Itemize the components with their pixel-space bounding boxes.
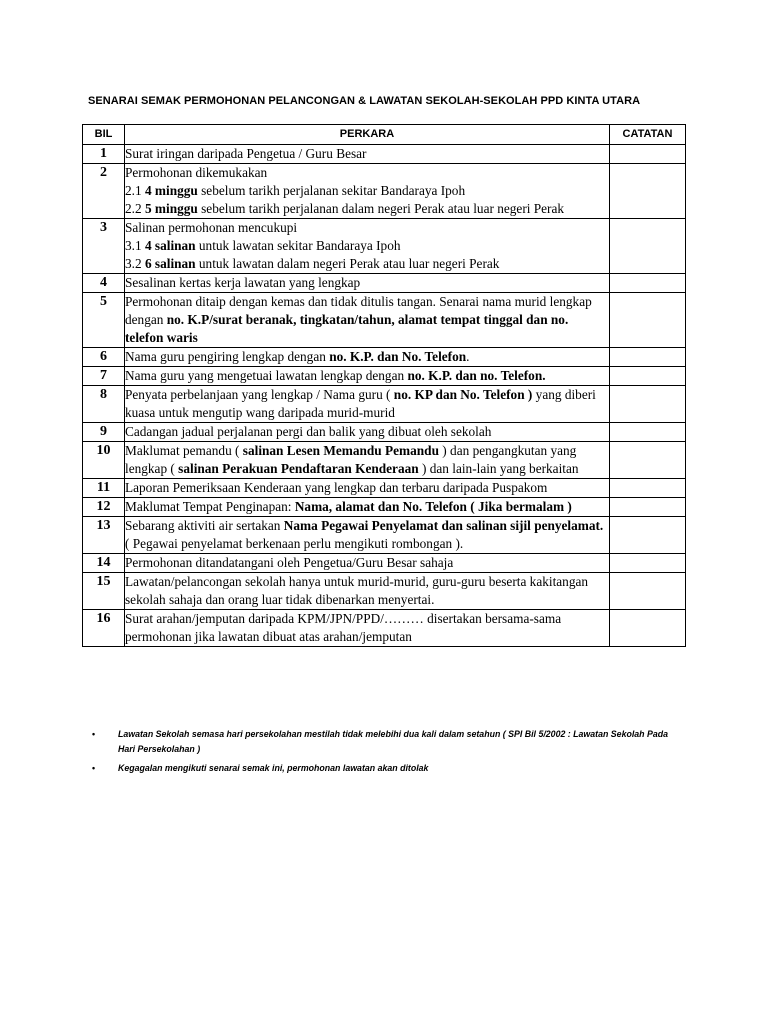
item-line <box>125 164 609 182</box>
table-row <box>83 573 686 610</box>
row-number: 6 <box>83 348 125 367</box>
checklist-table <box>82 124 686 647</box>
table-row <box>83 145 686 164</box>
item-line <box>125 442 609 478</box>
document-title: SENARAI SEMAK PERMOHONAN PELANCONGAN & LAWATAN SEKOLAH-SEKOLAH PPD KINTA UTARA <box>88 95 641 107</box>
item-line <box>125 237 609 255</box>
item-line <box>125 293 609 347</box>
item-line <box>125 610 609 646</box>
row-catatan <box>610 573 686 610</box>
item-line <box>125 386 609 422</box>
table-row <box>83 554 686 573</box>
item-text: untuk lawatan dalam negeri Perak atau luar negeri Perak <box>195 256 500 271</box>
row-number: 7 <box>83 367 125 386</box>
item-line <box>125 517 609 553</box>
item-text: ) dan pengangkutan yang lengkap ( <box>125 443 577 476</box>
item-text-bold: salinan Perakuan Pendaftaran Kenderaan <box>178 461 419 476</box>
item-text: Surat arahan/jemputan daripada KPM/JPN/PPD/……… disertakan bersama-sama permohonan jika lawatan dibuat atas arahan/jemputan <box>125 611 562 644</box>
row-catatan <box>610 164 686 219</box>
notes-list <box>92 727 682 780</box>
row-item <box>125 274 610 293</box>
item-text-bold: Nama, alamat dan No. Telefon ( Jika bermalam ) <box>294 499 572 514</box>
row-catatan <box>610 610 686 647</box>
row-item <box>125 423 610 442</box>
table-row <box>83 423 686 442</box>
item-line <box>125 554 609 572</box>
header-perkara: PERKARA <box>125 125 610 145</box>
item-text: sebelum tarikh perjalanan sekitar Bandaraya Ipoh <box>197 183 466 198</box>
item-text: Laporan Pemeriksaan Kenderaan yang lengkap dan terbaru daripada Puspakom <box>125 480 548 495</box>
row-item <box>125 367 610 386</box>
table-row <box>83 610 686 647</box>
item-text: Sesalinan kertas kerja lawatan yang lengkap <box>125 275 361 290</box>
row-number: 2 <box>83 164 125 219</box>
row-number: 13 <box>83 517 125 554</box>
row-catatan <box>610 348 686 367</box>
item-text-bold: no. K.P. dan No. Telefon <box>329 349 467 364</box>
item-text: Sebarang aktiviti air sertakan <box>125 518 284 533</box>
table-header-row <box>83 125 686 145</box>
row-catatan <box>610 293 686 348</box>
row-number: 11 <box>83 479 125 498</box>
row-number: 8 <box>83 386 125 423</box>
row-number: 3 <box>83 219 125 274</box>
item-text-bold: 4 salinan <box>144 238 196 253</box>
item-text: untuk lawatan sekitar Bandaraya Ipoh <box>195 238 401 253</box>
table-row <box>83 274 686 293</box>
table-row <box>83 293 686 348</box>
table-row <box>83 517 686 554</box>
item-text: Cadangan jadual perjalanan pergi dan balik yang dibuat oleh sekolah <box>125 424 492 439</box>
row-number: 15 <box>83 573 125 610</box>
item-text: Maklumat pemandu ( <box>125 443 243 458</box>
row-catatan <box>610 498 686 517</box>
item-text: Salinan permohonan mencukupi <box>125 220 298 235</box>
item-text: Nama guru pengiring lengkap dengan <box>125 349 330 364</box>
row-item <box>125 219 610 274</box>
item-line <box>125 274 609 292</box>
row-item <box>125 164 610 219</box>
item-line <box>125 255 609 273</box>
table-row <box>83 367 686 386</box>
item-text-bold: 6 salinan <box>144 256 196 271</box>
table-row <box>83 386 686 423</box>
item-text: 3.2 <box>125 256 145 271</box>
table-row <box>83 219 686 274</box>
item-text-bold: salinan Lesen Memandu Pemandu <box>242 443 439 458</box>
row-catatan <box>610 145 686 164</box>
header-catatan: CATATAN <box>610 125 686 145</box>
row-catatan <box>610 423 686 442</box>
row-item <box>125 386 610 423</box>
note-item <box>92 761 682 776</box>
row-item <box>125 145 610 164</box>
item-line <box>125 182 609 200</box>
item-text: Permohonan ditaip dengan kemas dan tidak ditulis tangan. Senarai nama murid lengkap dengan <box>125 294 592 327</box>
row-item <box>125 554 610 573</box>
note-text: Lawatan Sekolah semasa hari persekolahan mestilah tidak melebihi dua kali dalam setahun ( SPI Bil 5/2002 : Lawatan Sekolah Pada Hari Persekolahan ) <box>118 729 669 754</box>
row-number: 4 <box>83 274 125 293</box>
item-text: Surat iringan daripada Pengetua / Guru Besar <box>125 146 367 161</box>
row-catatan <box>610 442 686 479</box>
row-catatan <box>610 274 686 293</box>
table-row <box>83 348 686 367</box>
item-line <box>125 219 609 237</box>
note-item <box>92 727 682 757</box>
table-row <box>83 479 686 498</box>
item-text: Maklumat Tempat Penginapan: <box>125 499 295 514</box>
row-number: 5 <box>83 293 125 348</box>
bullet-icon: • <box>92 729 96 739</box>
row-number: 9 <box>83 423 125 442</box>
row-number: 10 <box>83 442 125 479</box>
item-line <box>125 423 609 441</box>
item-text-bold: Nama Pegawai Penyelamat dan salinan sijil penyelamat. <box>283 518 604 533</box>
item-text: 2.2 <box>125 201 145 216</box>
row-item <box>125 610 610 647</box>
row-catatan <box>610 554 686 573</box>
row-catatan <box>610 219 686 274</box>
item-text-bold: 5 minggu <box>144 201 198 216</box>
bullet-icon: • <box>92 763 96 773</box>
item-text: Permohonan dikemukakan <box>125 165 268 180</box>
row-item <box>125 498 610 517</box>
item-line <box>125 348 609 366</box>
item-line <box>125 573 609 609</box>
item-text-bold: no. K.P/surat beranak, tingkatan/tahun, alamat tempat tinggal dan no. telefon waris <box>125 312 569 345</box>
item-text: Lawatan/pelancongan sekolah hanya untuk murid-murid, guru-guru beserta kakitangan sekolah sahaja dan orang luar tidak dibenarkan menyertai. <box>125 574 589 607</box>
row-item <box>125 293 610 348</box>
row-catatan <box>610 479 686 498</box>
item-line <box>125 200 609 218</box>
item-text: ( Pegawai penyelamat berkenaan perlu mengikuti rombongan ). <box>125 536 464 551</box>
item-text: Nama guru yang mengetuai lawatan lengkap dengan <box>125 368 408 383</box>
table-row <box>83 164 686 219</box>
item-text: Penyata perbelanjaan yang lengkap / Nama guru ( <box>125 387 394 402</box>
row-number: 16 <box>83 610 125 647</box>
row-catatan <box>610 517 686 554</box>
item-text-bold: 4 minggu <box>144 183 198 198</box>
row-item <box>125 479 610 498</box>
row-item <box>125 517 610 554</box>
item-text: 2.1 <box>125 183 145 198</box>
row-number: 14 <box>83 554 125 573</box>
row-catatan <box>610 386 686 423</box>
row-number: 1 <box>83 145 125 164</box>
table-row <box>83 442 686 479</box>
row-item <box>125 573 610 610</box>
item-text: yang diberi kuasa untuk mengutip wang daripada murid-murid <box>125 387 596 420</box>
row-catatan <box>610 367 686 386</box>
item-text: sebelum tarikh perjalanan dalam negeri Perak atau luar negeri Perak <box>197 201 565 216</box>
item-text-bold: no. K.P. dan no. Telefon. <box>407 368 546 383</box>
note-text: Kegagalan mengikuti senarai semak ini, permohonan lawatan akan ditolak <box>118 763 429 773</box>
header-bil: BIL <box>83 125 125 145</box>
row-item <box>125 442 610 479</box>
item-line <box>125 367 609 385</box>
item-line <box>125 145 609 163</box>
item-text: . <box>466 349 470 364</box>
item-text: 3.1 <box>125 238 145 253</box>
row-number: 12 <box>83 498 125 517</box>
item-text: Permohonan ditandatangani oleh Pengetua/Guru Besar sahaja <box>125 555 454 570</box>
table-row <box>83 498 686 517</box>
item-line <box>125 479 609 497</box>
item-line <box>125 498 609 516</box>
item-text: ) dan lain-lain yang berkaitan <box>418 461 579 476</box>
row-item <box>125 348 610 367</box>
item-text-bold: no. KP dan No. Telefon ) <box>393 387 533 402</box>
